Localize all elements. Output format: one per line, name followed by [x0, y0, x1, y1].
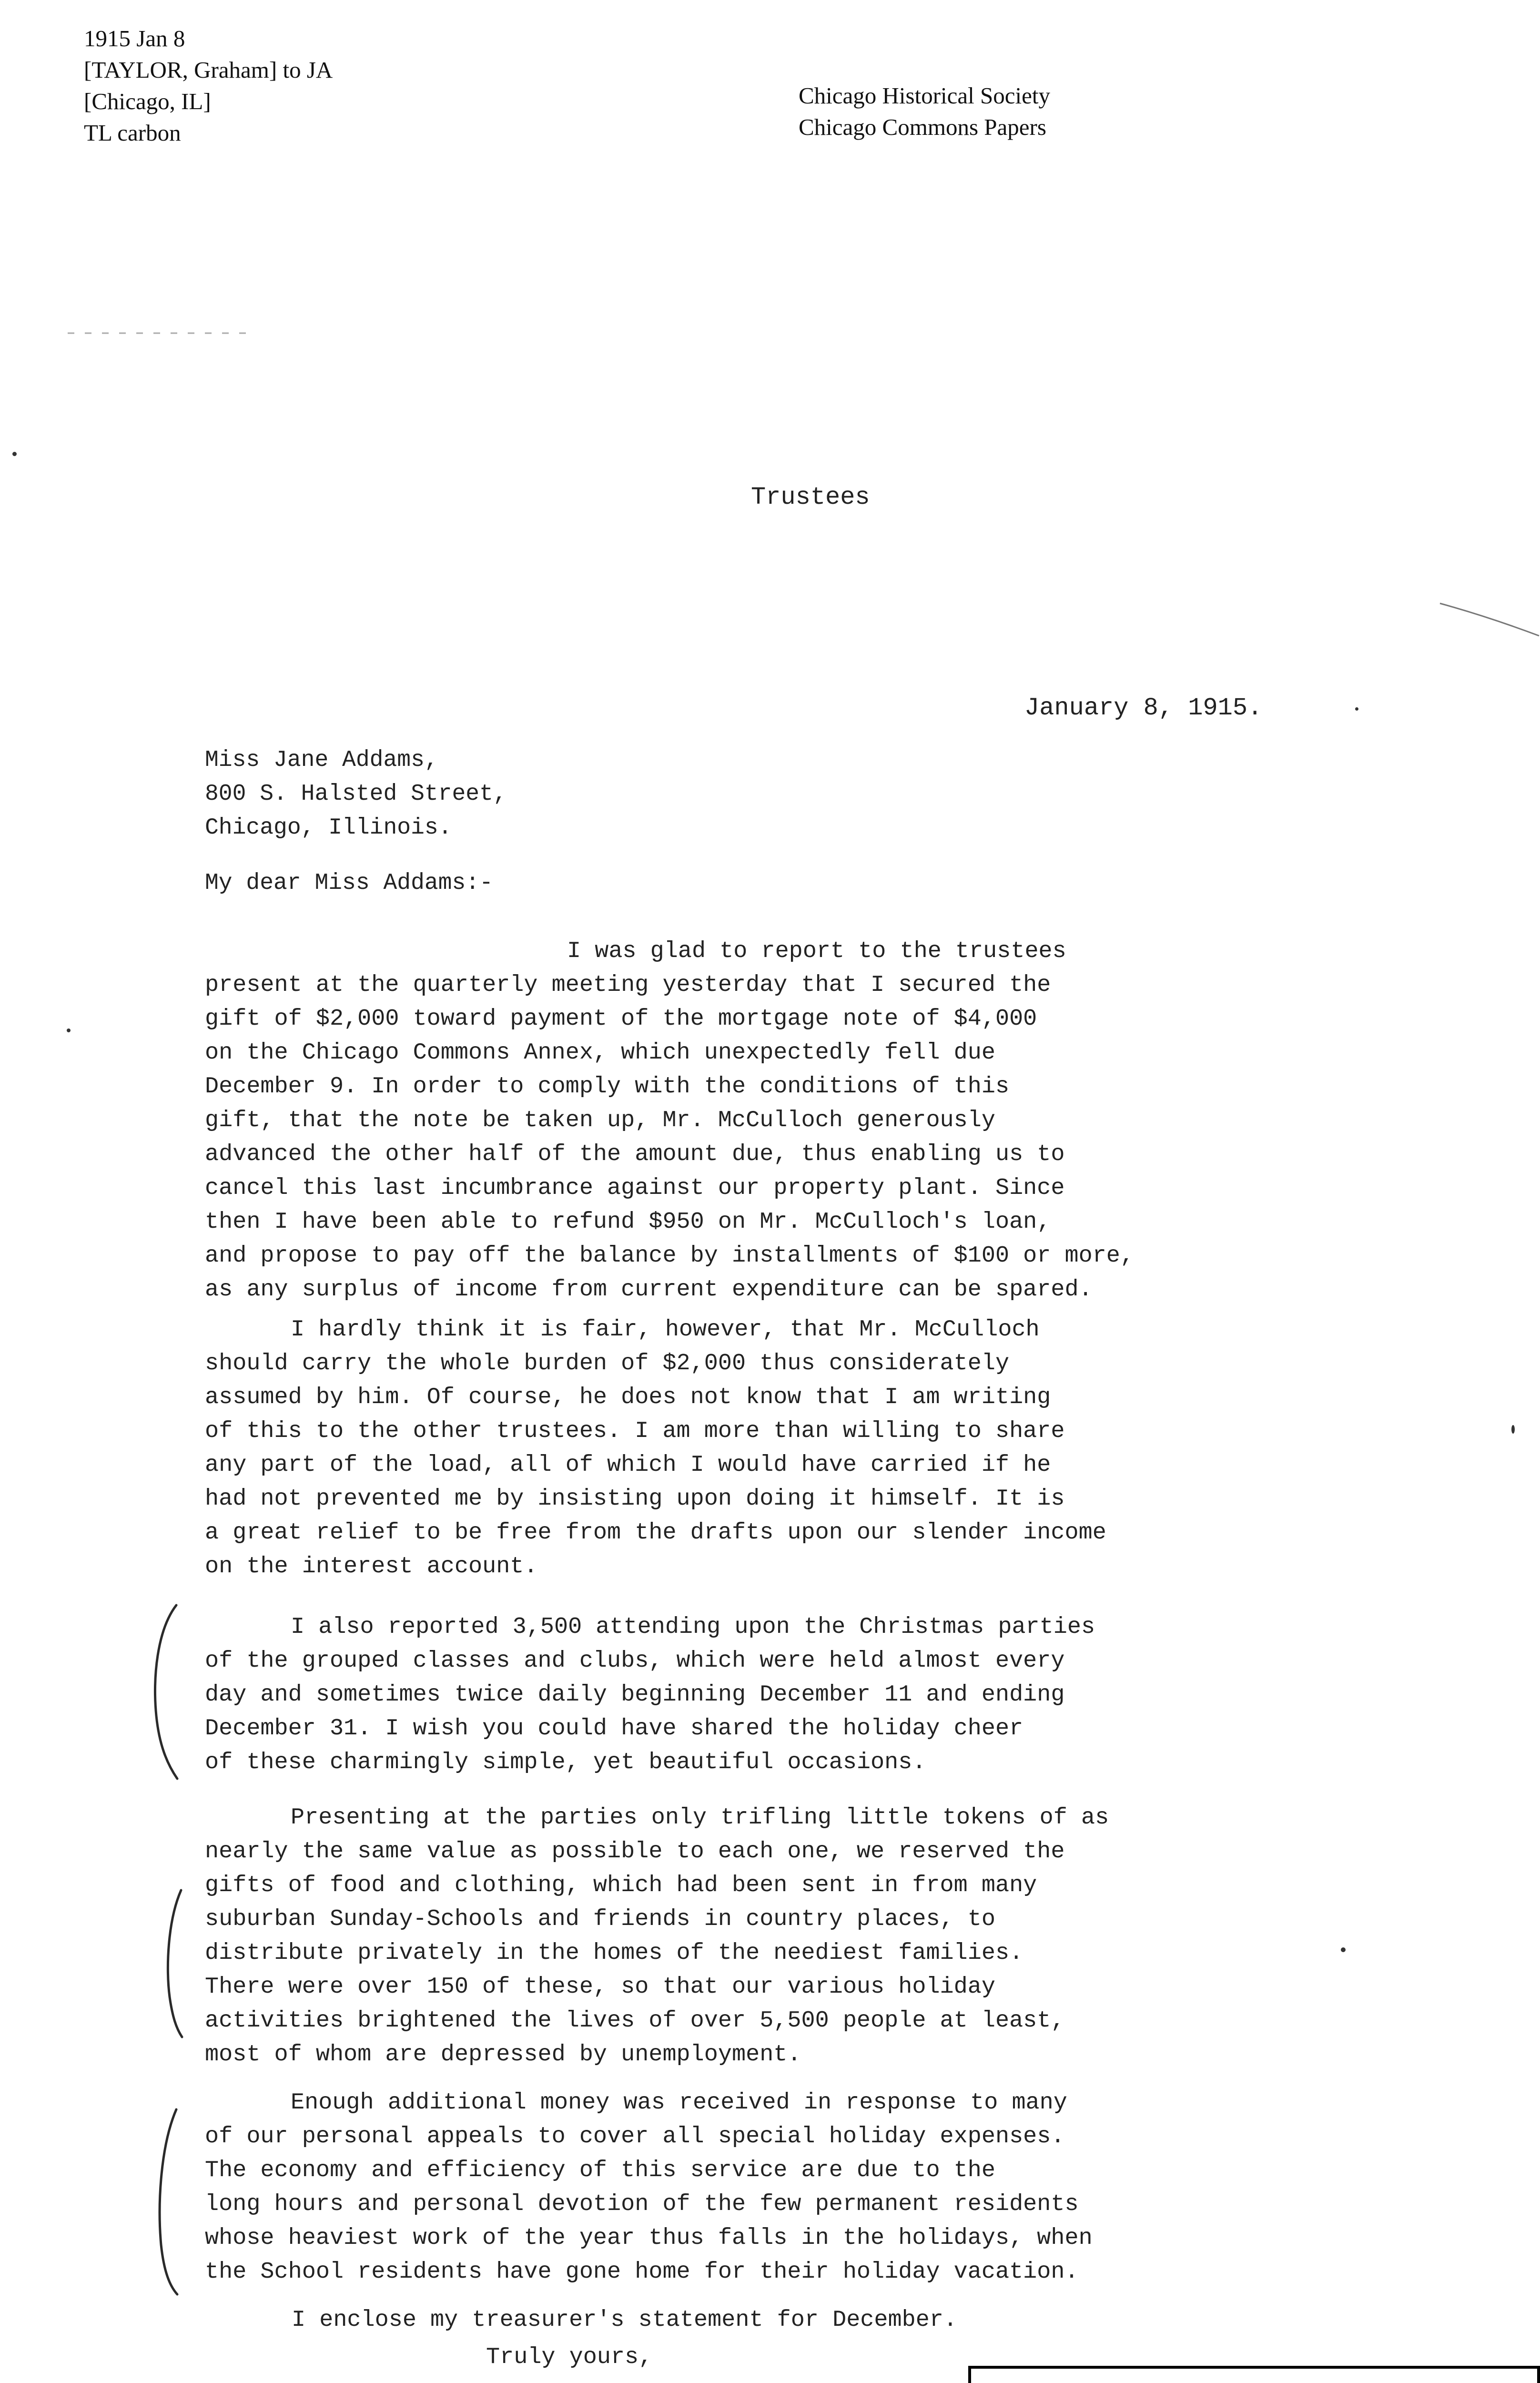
scan-speck	[67, 1029, 71, 1032]
text-line: cancel this last incumbrance against our property plant. Since	[205, 1175, 1065, 1201]
text-line: activities brightened the lives of over 5,500 people at least,	[205, 2007, 1065, 2034]
text-line: present at the quarterly meeting yesterday that I secured the	[205, 972, 1051, 998]
signoff: Truly yours,	[486, 2344, 653, 2370]
text-line: of our personal appeals to cover all special holiday expenses.	[205, 2123, 1065, 2149]
salutation: My dear Miss Addams:-	[205, 870, 493, 896]
margin-bracket-mark	[143, 1601, 186, 1782]
scan-speck	[1511, 1425, 1515, 1434]
scan-streak	[67, 330, 248, 336]
text-line: gift, that the note be taken up, Mr. McCulloch generously	[205, 1107, 995, 1133]
scan-speck	[1355, 707, 1358, 711]
text-line: of this to the other trustees. I am more than willing to share	[205, 1418, 1065, 1444]
text-line: had not prevented me by insisting upon doing it himself. It is	[205, 1486, 1065, 1512]
header-line: 1915 Jan 8	[84, 25, 185, 51]
text-line: as any surplus of income from current expenditure can be spared.	[205, 1276, 1093, 1303]
header-line: Chicago Historical Society	[799, 82, 1050, 109]
text-line: whose heaviest work of the year thus falls in the holidays, when	[205, 2225, 1093, 2251]
text-line: gift of $2,000 toward payment of the mortgage note of $4,000	[205, 1006, 1037, 1032]
paragraph-1	[205, 934, 1134, 1306]
text-line: gifts of food and clothing, which had been sent in from many	[205, 1872, 1037, 1898]
address-line: 800 S. Halsted Street,	[205, 781, 507, 807]
header-line: [TAYLOR, Graham] to JA	[84, 57, 333, 83]
text-line: Enough additional money was received in response to many	[291, 2089, 1067, 2116]
text-line: advanced the other half of the amount due, thus enabling us to	[205, 1141, 1065, 1167]
scan-speck	[1341, 1947, 1346, 1952]
scan-speck	[12, 452, 17, 456]
text-line: distribute privately in the homes of the neediest families.	[205, 1940, 1023, 1966]
text-line: I was glad to report to the trustees	[567, 938, 1066, 964]
letter-date: January 8, 1915.	[1024, 694, 1263, 722]
header-line: TL carbon	[84, 120, 181, 146]
paragraph-4	[205, 1801, 1109, 2071]
transcription-stamp	[968, 2366, 1540, 2383]
text-line: a great relief to be free from the drafts upon our slender income	[205, 1519, 1106, 1546]
paragraph-3	[205, 1610, 1095, 1779]
text-line: most of whom are depressed by unemployment.	[205, 2041, 801, 2067]
header-line: Chicago Commons Papers	[799, 114, 1046, 140]
address-line: Miss Jane Addams,	[205, 747, 438, 773]
text-line: suburban Sunday-Schools and friends in country places, to	[205, 1906, 995, 1932]
header-line: [Chicago, IL]	[84, 88, 211, 114]
text-line: of these charmingly simple, yet beautiful occasions.	[205, 1749, 926, 1775]
text-line: long hours and personal devotion of the few permanent residents	[205, 2191, 1079, 2217]
text-line: any part of the load, all of which I would have carried if he	[205, 1452, 1051, 1478]
text-line: should carry the whole burden of $2,000 thus considerately	[205, 1350, 1010, 1376]
scan-streak	[1439, 601, 1540, 640]
text-line: of the grouped classes and clubs, which were held almost every	[205, 1648, 1065, 1674]
archival-header-right	[799, 80, 1050, 143]
closing-line: I enclose my treasurer's statement for December.	[292, 2307, 958, 2333]
text-line: day and sometimes twice daily beginning December 11 and ending	[205, 1681, 1065, 1708]
archival-header-left	[84, 23, 333, 149]
text-line: I also reported 3,500 attending upon the Christmas parties	[291, 1614, 1095, 1640]
margin-bracket-mark	[149, 2107, 187, 2297]
text-line: nearly the same value as possible to each one, we reserved the	[205, 1838, 1065, 1864]
text-line: and propose to pay off the balance by installments of $100 or more,	[205, 1242, 1135, 1269]
text-line: the School residents have gone home for their holiday vacation.	[205, 2259, 1079, 2285]
address-line: Chicago, Illinois.	[205, 815, 452, 841]
text-line: December 31. I wish you could have shared the holiday cheer	[205, 1715, 1023, 1741]
text-line: I hardly think it is fair, however, that Mr. McCulloch	[291, 1316, 1040, 1343]
paragraph-5	[205, 2086, 1093, 2289]
text-line: on the interest account.	[205, 1553, 538, 1579]
text-line: December 9. In order to comply with the conditions of this	[205, 1073, 1010, 1100]
paragraph-2	[205, 1313, 1106, 1583]
letter-heading: Trustees	[751, 483, 870, 511]
text-line: Presenting at the parties only trifling little tokens of as	[291, 1804, 1109, 1831]
text-line: There were over 150 of these, so that our various holiday	[205, 1974, 995, 2000]
text-line: The economy and efficiency of this service are due to the	[205, 2157, 995, 2183]
margin-bracket-mark	[157, 1887, 191, 2040]
text-line: on the Chicago Commons Annex, which unexpectedly fell due	[205, 1039, 995, 1066]
recipient-address	[205, 743, 507, 845]
text-line: then I have been able to refund $950 on Mr. McCulloch's loan,	[205, 1209, 1051, 1235]
text-line: assumed by him. Of course, he does not know that I am writing	[205, 1384, 1051, 1410]
